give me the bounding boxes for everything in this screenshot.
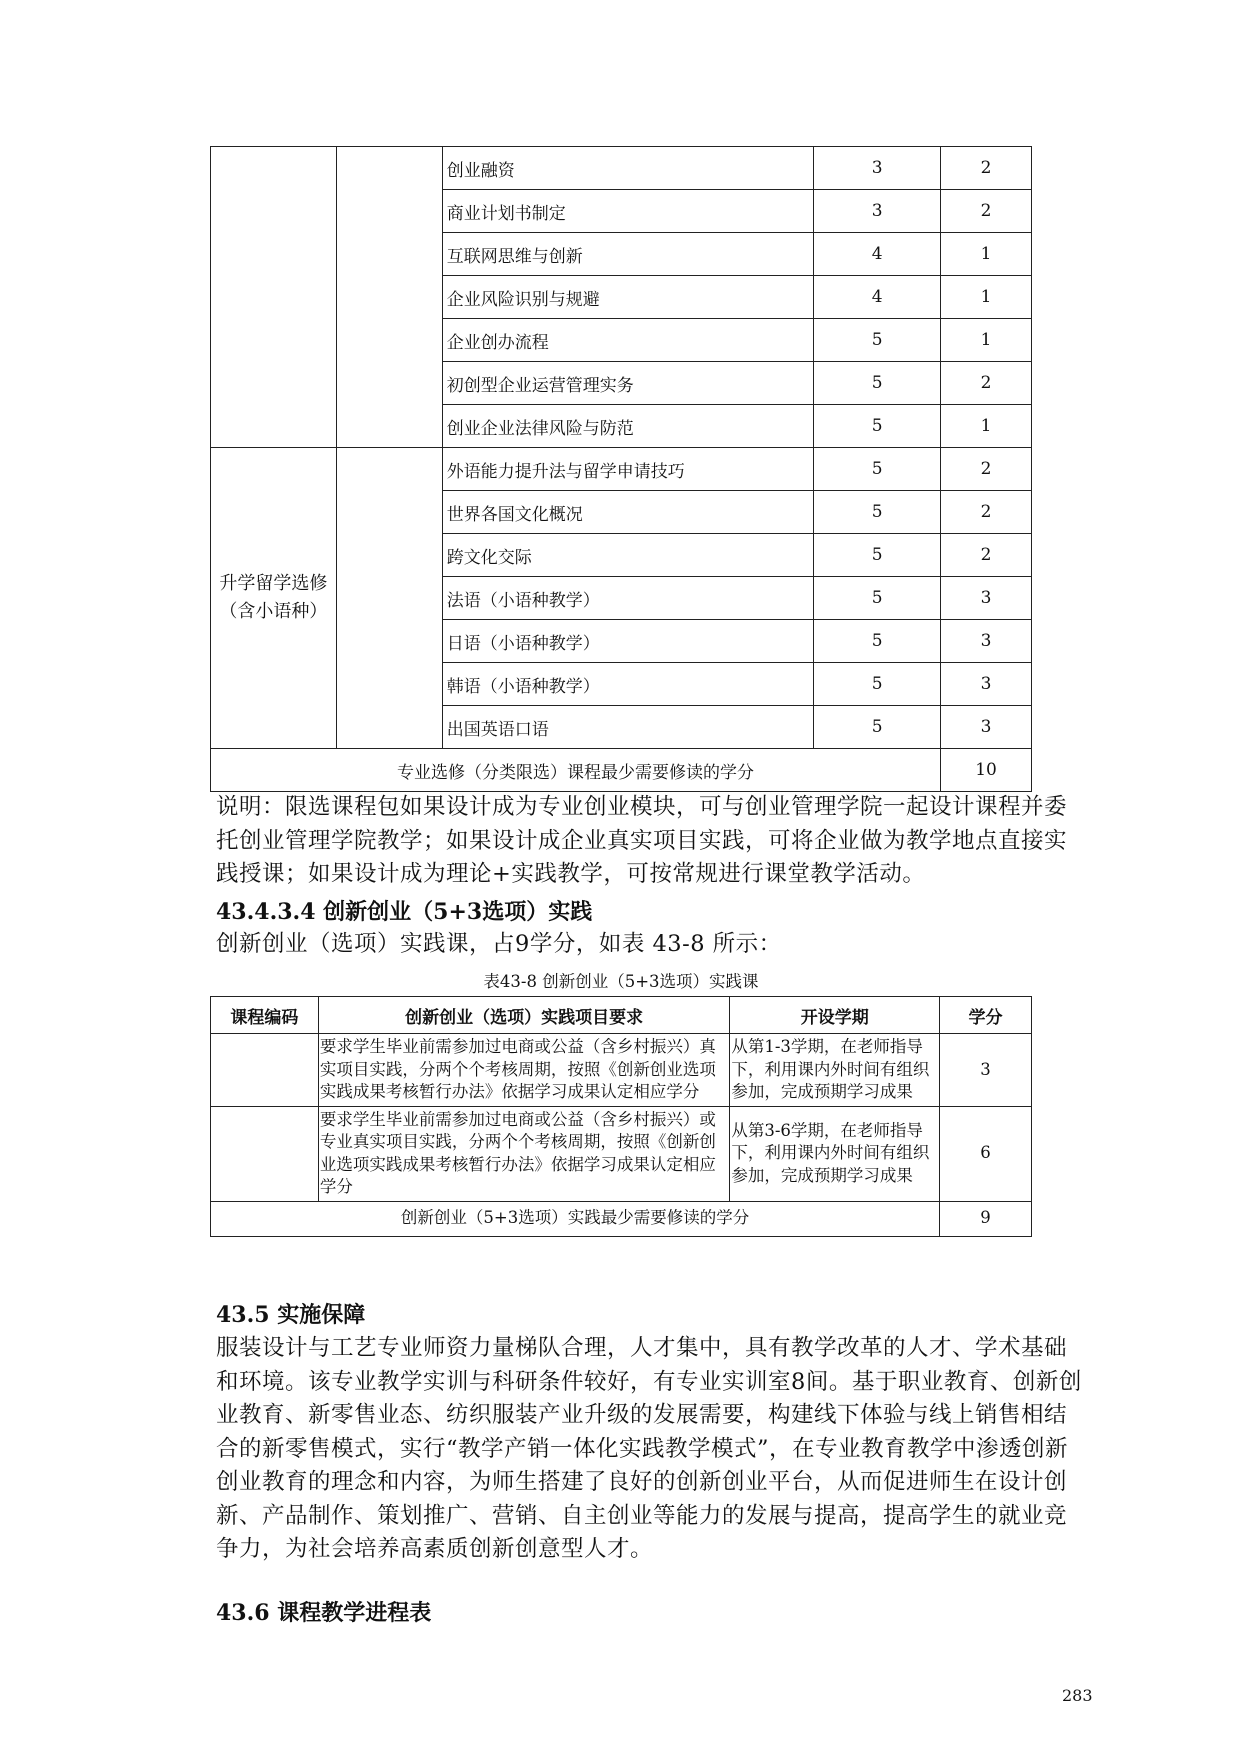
practice-course-table bbox=[210, 996, 1032, 1237]
header-semester: 开设学期 bbox=[730, 997, 940, 1034]
body-paragraph: 服装设计与工艺专业师资力量梯队合理，人才集中，具有教学改革的人才、学术基础和环境。该专业教学实训与科研条件较好，有专业实训室8间。基于职业教育、创新创业教育、新零售业态、纺织服装产业升级的发展需要，构建线下体验与线上销售相结合的新零售模式，实行“教学产销一体化实践教学模式”，在专业教育教学中渗透创新创业教育的理念和内容，为师生搭建了良好的创新创业平台，从而促进师生在设计创新、产品制作、策划推广、营销、自主创业等能力的发展与提高，提高学生的就业竞争力，为社会培养高素质创新创意型人才。 bbox=[216, 1335, 1082, 1562]
page-number: 283 bbox=[1062, 1686, 1093, 1705]
course-name: 法语（小语种教学） bbox=[442, 577, 814, 620]
course-name: 商业计划书制定 bbox=[442, 190, 814, 233]
header-requirement: 创新创业（选项）实践项目要求 bbox=[318, 997, 729, 1034]
footer-label: 创新创业（5+3选项）实践最少需要修读的学分 bbox=[211, 1201, 940, 1236]
course-semester: 4 bbox=[814, 276, 941, 319]
credit-value: 6 bbox=[940, 1106, 1032, 1201]
course-semester: 5 bbox=[814, 491, 941, 534]
table-header-row bbox=[211, 997, 1032, 1034]
course-credit: 2 bbox=[941, 534, 1032, 577]
footer-value: 10 bbox=[941, 749, 1032, 792]
semester-text: 从第3-6学期，在老师指导下，利用课内外时间有组织参加，完成预期学习成果 bbox=[730, 1106, 940, 1201]
course-credit: 3 bbox=[941, 706, 1032, 749]
table-row bbox=[211, 1034, 1032, 1107]
course-credit: 1 bbox=[941, 405, 1032, 448]
course-credit: 3 bbox=[941, 577, 1032, 620]
footer-label: 专业选修（分类限选）课程最少需要修读的学分 bbox=[211, 749, 941, 792]
course-name: 创业融资 bbox=[442, 147, 814, 190]
section-heading-43-5: 43.5 实施保障 bbox=[216, 1302, 366, 1328]
credit-value: 3 bbox=[940, 1034, 1032, 1107]
elective-course-table bbox=[210, 146, 1032, 792]
intro-paragraph: 创新创业（选项）实践课，占9学分，如表 43-8 所示： bbox=[216, 931, 782, 957]
course-credit: 1 bbox=[941, 276, 1032, 319]
table-caption: 表43-8 创新创业（5+3选项）实践课 bbox=[483, 972, 759, 991]
course-name: 出国英语口语 bbox=[442, 706, 814, 749]
footer-value: 9 bbox=[940, 1201, 1032, 1236]
course-semester: 5 bbox=[814, 620, 941, 663]
table-row bbox=[211, 448, 1032, 491]
course-semester: 5 bbox=[814, 362, 941, 405]
course-semester: 5 bbox=[814, 534, 941, 577]
course-semester: 3 bbox=[814, 147, 941, 190]
subcategory-cell-empty bbox=[336, 147, 442, 448]
course-credit: 3 bbox=[941, 620, 1032, 663]
course-credit: 2 bbox=[941, 190, 1032, 233]
table-row bbox=[211, 147, 1032, 190]
course-semester: 5 bbox=[814, 319, 941, 362]
course-name: 韩语（小语种教学） bbox=[442, 663, 814, 706]
course-semester: 5 bbox=[814, 577, 941, 620]
table-row bbox=[211, 1106, 1032, 1201]
course-credit: 3 bbox=[941, 663, 1032, 706]
header-credit: 学分 bbox=[940, 997, 1032, 1034]
header-course-code: 课程编码 bbox=[211, 997, 319, 1034]
course-semester: 5 bbox=[814, 663, 941, 706]
category-cell bbox=[211, 448, 337, 749]
category-line-2: （含小语种） bbox=[219, 601, 328, 622]
course-name: 日语（小语种教学） bbox=[442, 620, 814, 663]
note-text: 说明：限选课程包如果设计成为专业创业模块，可与创业管理学院一起设计课程并委托创业管理学院教学；如果设计成企业真实项目实践，可将企业做为教学地点直接实践授课；如果设计成为理论+实践教学，可按常规进行课堂教学活动。 bbox=[216, 794, 1068, 887]
course-semester: 5 bbox=[814, 405, 941, 448]
course-credit: 2 bbox=[941, 491, 1032, 534]
subcategory-cell-empty bbox=[336, 448, 442, 749]
course-semester: 5 bbox=[814, 706, 941, 749]
course-name: 跨文化交际 bbox=[442, 534, 814, 577]
table-footer-row bbox=[211, 749, 1032, 792]
category-cell-empty bbox=[211, 147, 337, 448]
course-name: 企业创办流程 bbox=[442, 319, 814, 362]
category-line-1: 升学留学选修 bbox=[219, 573, 328, 594]
semester-text: 从第1-3学期，在老师指导下，利用课内外时间有组织参加，完成预期学习成果 bbox=[730, 1034, 940, 1107]
table-footer-row bbox=[211, 1201, 1032, 1236]
course-name: 初创型企业运营管理实务 bbox=[442, 362, 814, 405]
course-code bbox=[211, 1034, 319, 1107]
course-name: 企业风险识别与规避 bbox=[442, 276, 814, 319]
note-paragraph bbox=[216, 791, 1086, 892]
section-heading-43-4-3-4: 43.4.3.4 创新创业（5+3选项）实践 bbox=[216, 899, 593, 925]
requirement-text: 要求学生毕业前需参加过电商或公益（含乡村振兴）真实项目实践，分两个个考核周期，按照《创新创业选项实践成果考核暂行办法》依据学习成果认定相应学分 bbox=[318, 1034, 729, 1107]
course-code bbox=[211, 1106, 319, 1201]
course-semester: 3 bbox=[814, 190, 941, 233]
course-credit: 1 bbox=[941, 319, 1032, 362]
course-credit: 2 bbox=[941, 362, 1032, 405]
course-credit: 2 bbox=[941, 147, 1032, 190]
course-credit: 1 bbox=[941, 233, 1032, 276]
course-credit: 2 bbox=[941, 448, 1032, 491]
course-semester: 4 bbox=[814, 233, 941, 276]
course-name: 互联网思维与创新 bbox=[442, 233, 814, 276]
course-name: 外语能力提升法与留学申请技巧 bbox=[442, 448, 814, 491]
course-name: 世界各国文化概况 bbox=[442, 491, 814, 534]
section-heading-43-6: 43.6 课程教学进程表 bbox=[216, 1600, 432, 1626]
course-semester: 5 bbox=[814, 448, 941, 491]
course-name: 创业企业法律风险与防范 bbox=[442, 405, 814, 448]
requirement-text: 要求学生毕业前需参加过电商或公益（含乡村振兴）或专业真实项目实践，分两个个考核周期，按照《创新创业选项实践成果考核暂行办法》依据学习成果认定相应学分 bbox=[318, 1106, 729, 1201]
